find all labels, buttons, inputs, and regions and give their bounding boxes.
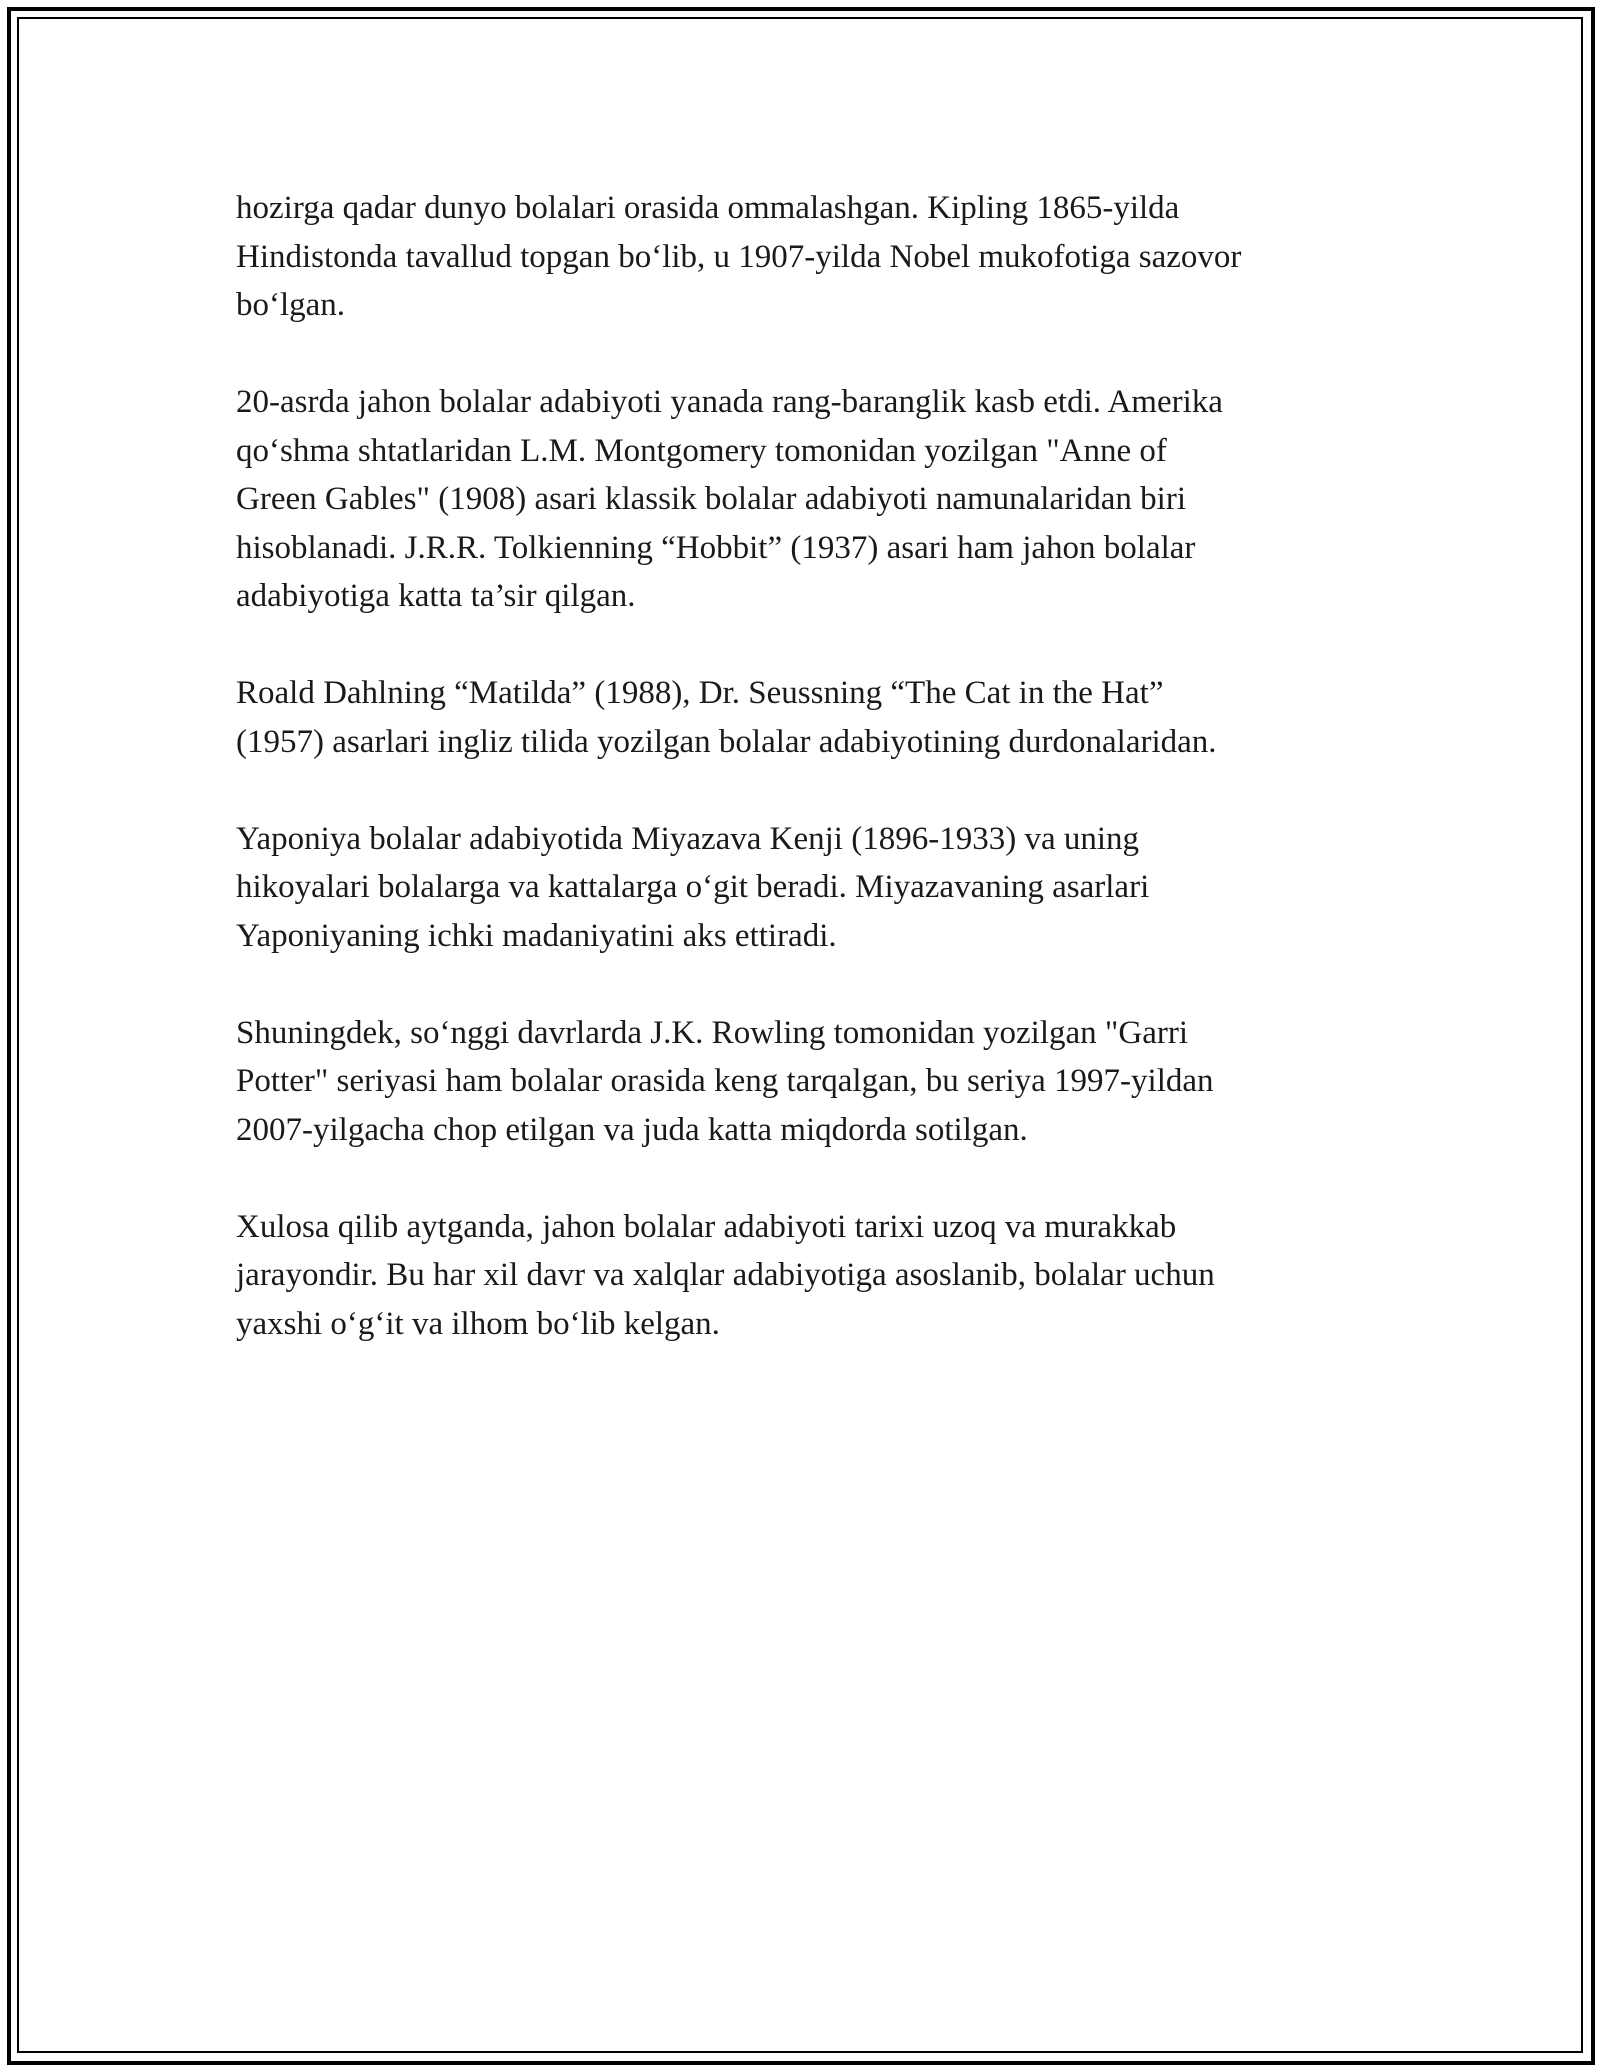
document-body	[236, 184, 1371, 1348]
paragraph-rowling: Shuningdek, so‘nggi davrlarda J.K. Rowling tomonidan yozilgan "Garri Potter" seriyasi ham bolalar orasida keng tarqalgan, bu seriya 1997-yildan 2007-yilgacha chop etilgan va juda katta miqdorda sotilgan.	[236, 1014, 1214, 1148]
paragraph-kipling: hozirga qadar dunyo bolalari orasida ommalashgan. Kipling 1865-yilda Hindistonda tavallud topgan bo‘lib, u 1907-yilda Nobel mukofotiga sazovor bo‘lgan.	[236, 190, 1242, 323]
paragraph-20th-century: 20-asrda jahon bolalar adabiyoti yanada rang-baranglik kasb etdi. Amerika qo‘shma shtatlaridan L.M. Montgomery tomonidan yozilgan "Anne of Green Gables" (1908) asari klassik bolalar adabiyoti namunalaridan biri hisoblanadi. J.R.R. Tolkienning “Hobbit” (1937) asari ham jahon bolalar adabiyotiga katta ta’sir qilgan.	[236, 384, 1223, 614]
paragraph-dahl-seuss: Roald Dahlning “Matilda” (1988), Dr. Seussning “The Cat in the Hat” (1957) asarlari ingliz tilida yozilgan bolalar adabiyotining durdonalaridan.	[236, 675, 1217, 760]
paragraph-conclusion: Xulosa qilib aytganda, jahon bolalar adabiyoti tarixi uzoq va murakkab jarayondir. Bu har xil davr va xalqlar adabiyotiga asoslanib, bolalar uchun yaxshi o‘g‘it va ilhom bo‘lib kelgan.	[236, 1208, 1215, 1342]
paragraph-miyazawa: Yaponiya bolalar adabiyotida Miyazava Kenji (1896-1933) va uning hikoyalari bolalarga va kattalarga o‘git beradi. Miyazavaning asarlari Yaponiyaning ichki madaniyatini aks ettiradi.	[236, 820, 1150, 954]
